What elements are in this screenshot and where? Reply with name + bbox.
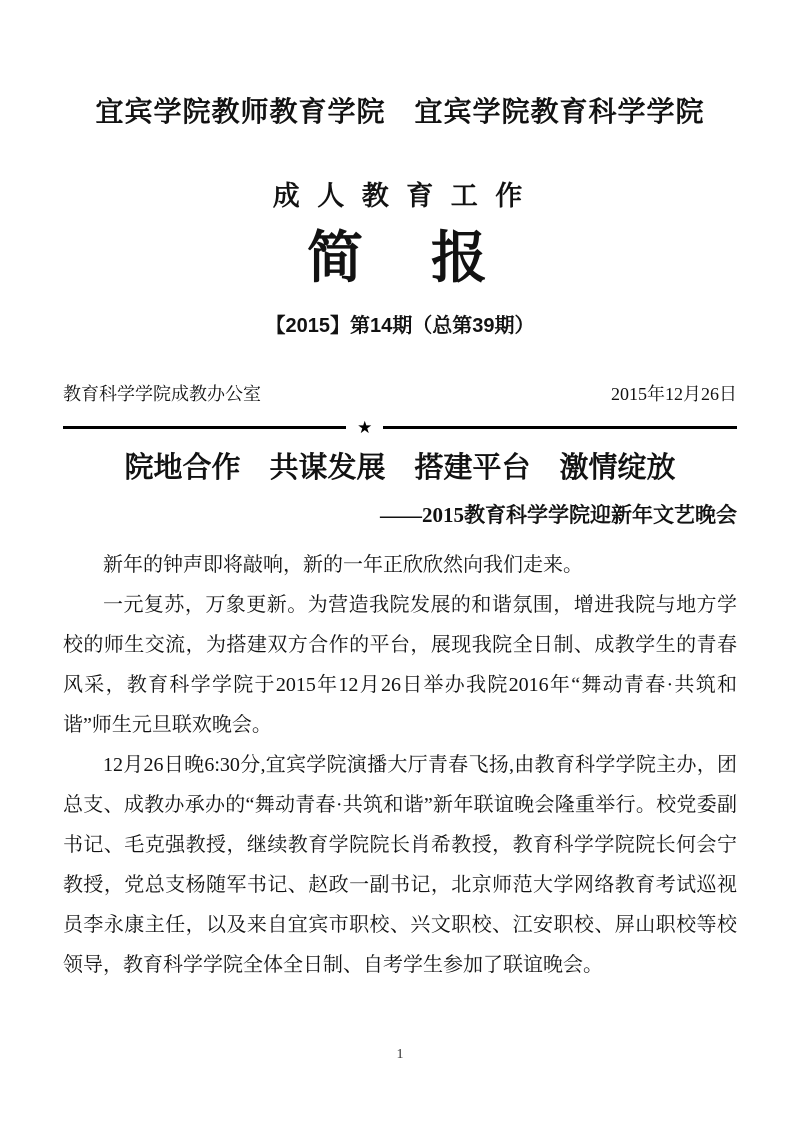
issuing-office: 教育科学学院成教办公室 — [63, 383, 261, 404]
divider-rule — [63, 419, 737, 436]
divider-rule-left — [63, 426, 346, 429]
info-row — [63, 380, 737, 406]
paragraph: 新年的钟声即将敲响，新的一年正欣欣然向我们走来。 — [103, 553, 583, 576]
article-subtitle: ——2015教育科学学院迎新年文艺晚会 — [380, 502, 737, 527]
star-icon: ★ — [357, 417, 373, 437]
paragraph: 一元复苏，万象更新。为营造我院发展的和谐氛围，增进我院与地方学校的师生交流，为搭建双方合作的平台，展现我院全日制、成教学生的青春风采，教育科学学院于2015年12月26日举办我院2016年“舞动青春·共筑和谐”师生元旦联欢晚会。 — [63, 593, 737, 736]
page-number: 1 — [396, 1047, 404, 1062]
masthead-title: 简 报 — [307, 226, 493, 289]
paragraph: 12月26日晚6:30分,宜宾学院演播大厅青春飞扬,由教育科学学院主办，团总支、成教办承办的“舞动青春·共筑和谐”新年联谊晚会隆重举行。校党委副书记、毛克强教授，继续教育学院院长肖希教授，教育科学学院院长何会宁教授，党总支杨随军书记、赵政一副书记，北京师范大学网络教育考试巡视员李永康主任，以及来自宜宾市职校、兴文职校、江安职校、屏山职校等校领导，教育科学学院全体全日制、自考学生参加了联谊晚会。 — [63, 753, 737, 976]
masthead-subject-line: 成 人 教 育 工 作 — [272, 181, 528, 211]
issue-number-line: 【2015】第14期（总第39期） — [265, 314, 535, 337]
article-body — [63, 545, 737, 985]
issue-date: 2015年12月26日 — [611, 383, 737, 404]
divider-rule-right — [383, 426, 737, 429]
article-headline: 院地合作 共谋发展 搭建平台 激情绽放 — [124, 451, 676, 484]
issuing-organizations: 宜宾学院教师教育学院 宜宾学院教育科学学院 — [95, 96, 705, 127]
